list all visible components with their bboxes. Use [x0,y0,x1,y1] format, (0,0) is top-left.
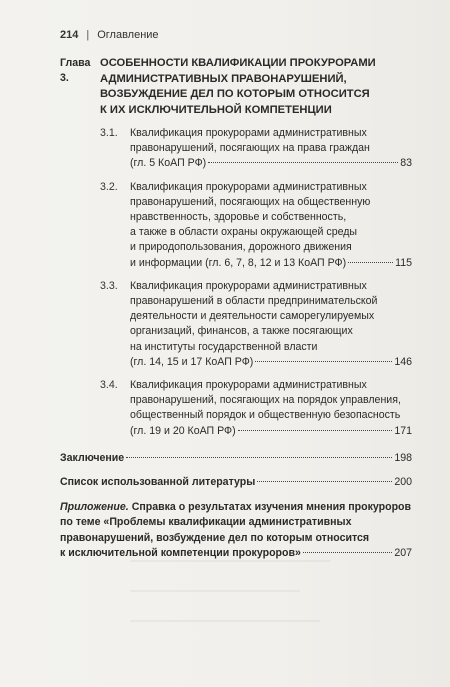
section-page: 115 [395,256,412,269]
section-line: и природопользования, дорожного движения [130,241,352,254]
appendix-prefix: Приложение. [60,501,129,514]
appendix-line: к исключительной компетенции прокуроров» [60,546,301,559]
section-line: правонарушений, посягающих на права граждан [130,142,370,155]
header-separator: | [86,29,90,41]
appendix-line: по теме «Проблемы квалификации административных [60,516,352,529]
section-page: 146 [394,355,412,368]
appendix-page: 207 [394,546,412,559]
chapter-title-line: ВОЗБУЖДЕНИЕ ДЕЛ ПО КОТОРЫМ ОТНОСИТСЯ [100,88,370,100]
section-line: общественный порядок и общественную безопасность [130,409,401,422]
page-number: 214 [60,29,79,41]
toc [60,56,412,561]
chapter-title-line: ОСОБЕННОСТИ КВАЛИФИКАЦИИ ПРОКУРОРАМИ [100,57,376,69]
toc-bibliography[interactable] [60,475,412,490]
appendix-line: правонарушений, возбуждение дел по которым относится [60,531,370,544]
chapter-title [100,56,376,118]
section-line: нравственность, здоровье и собственность, [130,211,347,224]
section-page: 171 [394,424,412,437]
section-number: 3.1. [100,127,118,139]
toc-conclusion[interactable] [60,451,412,466]
section-line: и информации (гл. 6, 7, 8, 12 и 13 КоАП РФ) [130,256,347,269]
section-number: 3.2. [100,180,118,193]
bleed-through-shadow [130,560,330,562]
entry-page: 200 [394,476,412,489]
section-line: Квалификация прокурорами административных [130,180,367,193]
section-line: деятельности и деятельности саморегулируемых [130,310,375,323]
entry-label: Список использованной литературы [60,476,256,489]
toc-section-3-4[interactable] [60,378,412,439]
section-line: правонарушений, посягающих на общественную [130,195,371,208]
entry-page: 198 [394,451,412,464]
leader-dots [303,552,392,553]
section-line: (гл. 19 и 20 КоАП РФ) [130,424,236,437]
toc-section-3-2[interactable] [60,180,412,271]
section-line: а также в области охраны окружающей среды [130,226,358,239]
leader-dots [255,361,392,362]
chapter-label: Глава 3. [60,57,91,85]
entry-label: Заключение [60,451,125,464]
leader-dots [126,457,392,458]
appendix-line: Справка о результатах изучения мнения прокуроров [128,501,412,514]
running-header [60,29,159,41]
leader-dots [208,162,398,163]
leader-dots [238,430,393,431]
chapter-title-line: АДМИНИСТРАТИВНЫХ ПРАВОНАРУШЕНИЙ, [100,72,347,85]
chapter-title-line: К ИХ ИСКЛЮЧИТЕЛЬНОЙ КОМПЕТЕНЦИИ [100,103,332,116]
toc-appendix[interactable] [60,500,412,561]
section-line: Квалификация прокурорами административных [130,127,367,139]
toc-section-3-1[interactable] [60,126,412,172]
section-line: организаций, финансов, а также посягающих [130,325,353,338]
chapter-3-heading [60,56,412,118]
section-line: правонарушений, посягающих на порядок управления, [130,394,401,407]
section-line: правонарушений в области предпринимательской [130,295,378,308]
section-line: (гл. 14, 15 и 17 КоАП РФ) [130,355,254,368]
bleed-through-shadow [130,590,300,592]
section-line: Квалификация прокурорами административных [130,279,367,292]
bleed-through-shadow [130,620,320,622]
section-line: на институты государственной власти [130,340,318,353]
leader-dots [257,481,392,482]
section-line: Квалификация прокурорами административных [130,379,367,392]
leader-dots [348,262,393,263]
section-page: 83 [400,157,412,170]
toc-section-3-3[interactable] [60,279,412,370]
header-title: Оглавление [97,29,159,41]
section-number: 3.4. [100,379,118,392]
section-number: 3.3. [100,279,118,292]
section-line: (гл. 5 КоАП РФ) [130,157,207,170]
